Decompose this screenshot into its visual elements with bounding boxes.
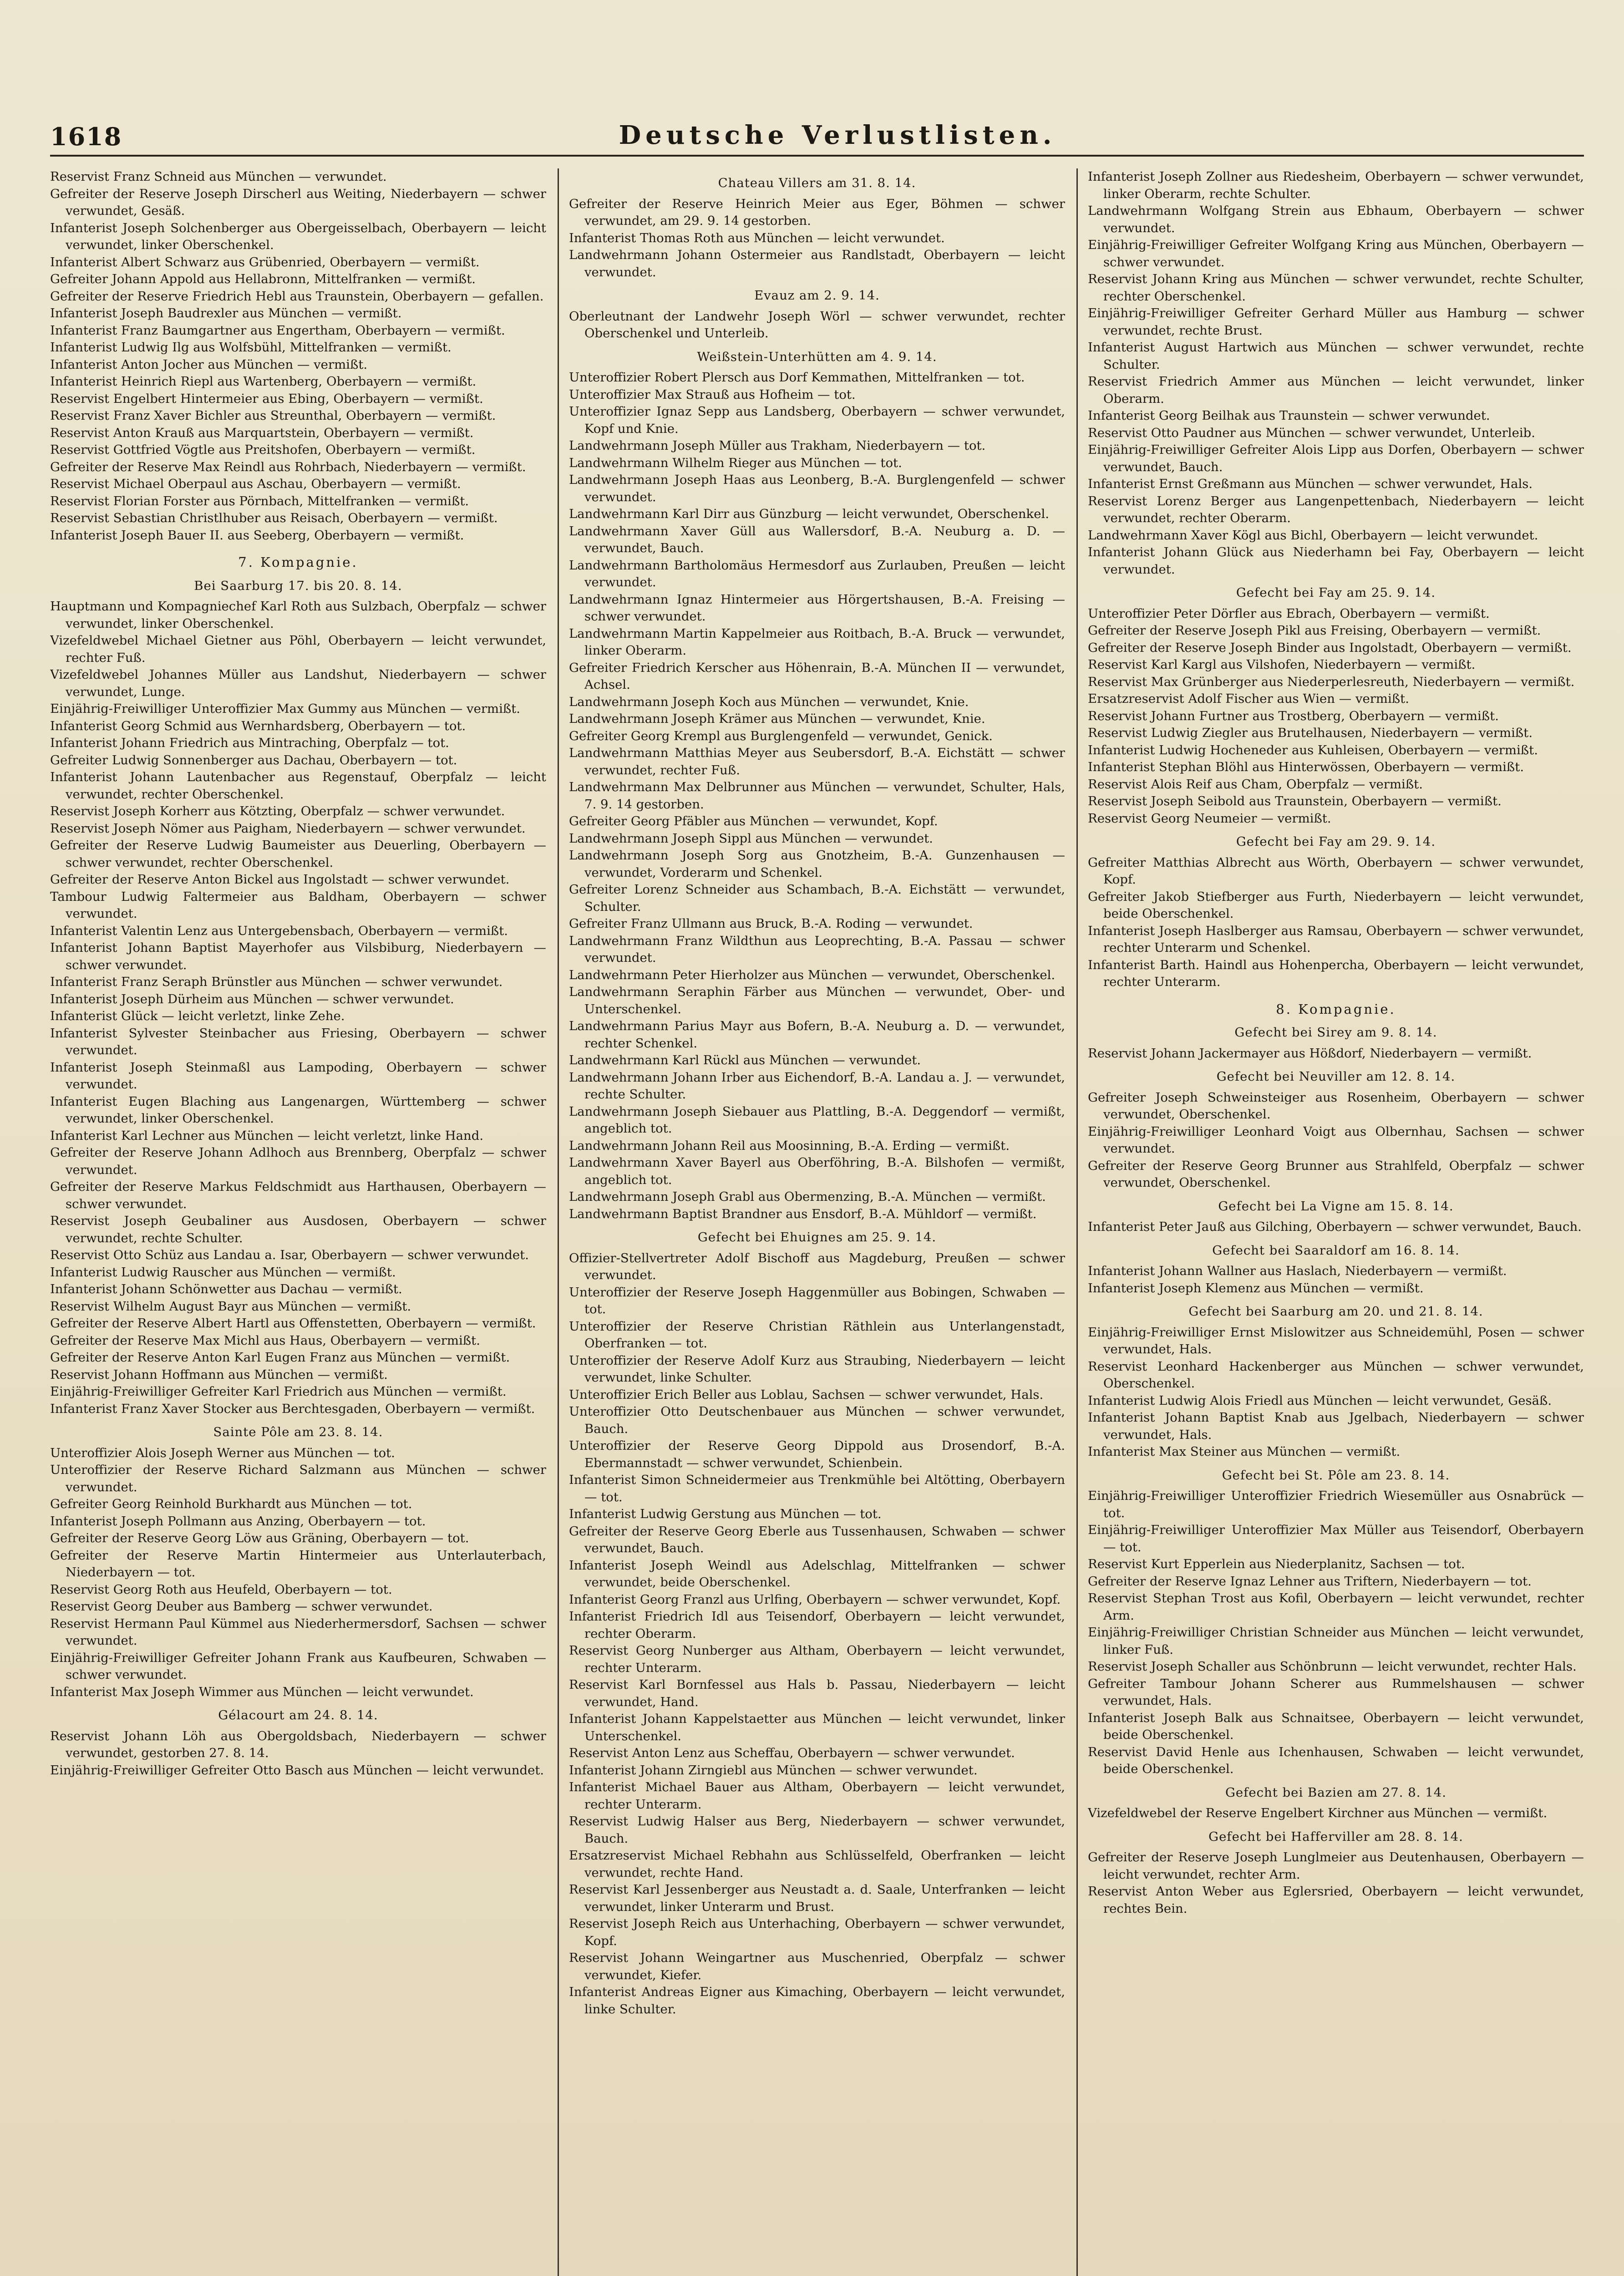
casualty-entry: Reservist Gottfried Vögtle aus Preitshofen, Oberbayern — vermißt. — [50, 442, 476, 457]
section-heading: Gefecht bei Ehuignes am 25. 9. 14. — [697, 1230, 937, 1245]
casualty-entry: Infanterist Joseph Bauer II. aus Seeberg, Oberbayern — vermißt. — [50, 528, 464, 543]
section-heading: Sainte Pôle am 23. 8. 14. — [213, 1425, 383, 1439]
casualty-entry: Gefreiter Georg Reinhold Burkhardt aus München — tot. — [50, 1497, 412, 1511]
column-divider — [558, 168, 559, 2276]
casualty-entry: Infanterist Andreas Eigner aus Kimaching, Oberbayern — leicht verwundet, linke Schulter. — [569, 1985, 1065, 2017]
section-heading: Gefecht bei Saarburg am 20. und 21. 8. 14. — [1188, 1304, 1483, 1319]
casualty-entry: Gefreiter der Reserve Joseph Binder aus Ingolstadt, Oberbayern — vermißt. — [1088, 640, 1572, 655]
casualty-entry: Infanterist Georg Beilhak aus Traunstein — schwer verwundet. — [1088, 408, 1490, 423]
casualty-entry: Reservist Joseph Schaller aus Schönbrunn — leicht verwundet, rechter Hals. — [1088, 1659, 1577, 1674]
casualty-entry: Gefreiter Ludwig Sonnenberger aus Dachau, Oberbayern — tot. — [50, 752, 457, 767]
casualty-entry: Infanterist Georg Franzl aus Urlfing, Oberbayern — schwer verwundet, Kopf. — [569, 1592, 1061, 1607]
casualty-entry: Landwehrmann Joseph Müller aus Trakham, Niederbayern — tot. — [569, 438, 986, 453]
casualty-entry: Landwehrmann Johann Ostermeier aus Randlstadt, Oberbayern — leicht verwundet. — [569, 248, 1065, 279]
casualty-entry: Reservist Georg Deuber aus Bamberg — schwer verwundet. — [50, 1599, 433, 1614]
casualty-entry: Gefreiter der Reserve Ignaz Lehner aus Triftern, Niederbayern — tot. — [1088, 1574, 1532, 1589]
casualty-entry: Infanterist Thomas Roth aus München — leicht verwundet. — [569, 230, 945, 245]
casualty-entry: Infanterist Franz Seraph Brünstler aus München — schwer verwundet. — [50, 975, 503, 989]
casualty-entry: Einjährig-Freiwilliger Gefreiter Johann Frank aus Kaufbeuren, Schwaben — schwer verwundet. — [50, 1650, 546, 1682]
casualty-entry: Einjährig-Freiwilliger Gefreiter Alois Lipp aus Dorfen, Oberbayern — schwer verwundet, Bauch. — [1088, 442, 1584, 474]
section-heading: Chateau Villers am 31. 8. 14. — [718, 176, 916, 190]
casualty-entry: Infanterist Joseph Solchenberger aus Obergeisselbach, Oberbayern — leicht verwundet, linker Oberschenkel. — [50, 220, 546, 252]
casualty-entry: Infanterist Franz Xaver Stocker aus Berchtesgaden, Oberbayern — vermißt. — [50, 1401, 535, 1416]
casualty-entry: Gefreiter Lorenz Schneider aus Schambach, B.-A. Eichstätt — verwundet, Schulter. — [569, 882, 1065, 914]
casualty-entry: Reservist Anton Weber aus Eglersried, Oberbayern — leicht verwundet, rechtes Bein. — [1088, 1884, 1584, 1916]
casualty-entry: Einjährig-Freiwilliger Unteroffizier Max Gummy aus München — vermißt. — [50, 701, 521, 716]
section-heading: Gefecht bei Hafferviller am 28. 8. 14. — [1208, 1829, 1463, 1844]
casualty-entry: Reservist Johann Furtner aus Trostberg, Oberbayern — vermißt. — [1088, 708, 1499, 723]
casualty-entry: Einjährig-Freiwilliger Gefreiter Karl Friedrich aus München — vermißt. — [50, 1384, 507, 1399]
casualty-entry: Infanterist Georg Schmid aus Wernhardsberg, Oberbayern — tot. — [50, 718, 466, 733]
casualty-entry: Infanterist Barth. Haindl aus Hohenpercha, Oberbayern — leicht verwundet, rechter Unterarm. — [1088, 957, 1584, 989]
casualty-entry: Unteroffizier Alois Joseph Werner aus München — tot. — [50, 1445, 395, 1460]
casualty-entry: Landwehrmann Johann Reil aus Moosinning, B.-A. Erding — vermißt. — [569, 1138, 1010, 1153]
casualty-entry: Reservist Georg Nunberger aus Altham, Oberbayern — leicht verwundet, rechter Unterarm. — [569, 1643, 1065, 1675]
casualty-entry: Gefreiter der Reserve Martin Hintermeier aus Unterlauterbach, Niederbayern — tot. — [50, 1548, 546, 1580]
casualty-entry: Tambour Ludwig Faltermeier aus Baldham, Oberbayern — schwer verwundet. — [50, 889, 546, 921]
casualty-entry: Infanterist Sylvester Steinbacher aus Friesing, Oberbayern — schwer verwundet. — [50, 1026, 546, 1057]
casualty-entry: Reservist Franz Schneid aus München — verwundet. — [50, 169, 387, 184]
casualty-entry: Reservist Hermann Paul Kümmel aus Niederhermersdorf, Sachsen — schwer verwundet. — [50, 1616, 546, 1648]
casualty-entry: Offizier-Stellvertreter Adolf Bischoff aus Magdeburg, Preußen — schwer verwundet. — [569, 1250, 1065, 1282]
casualty-entry: Landwehrmann Joseph Koch aus München — verwundet, Knie. — [569, 694, 969, 709]
casualty-entry: Landwehrmann Joseph Grabl aus Obermenzing, B.-A. München — vermißt. — [569, 1189, 1046, 1204]
casualty-entry: Gefreiter Tambour Johann Scherer aus Rummelshausen — schwer verwundet, Hals. — [1088, 1676, 1584, 1708]
casualty-entry: Reservist Otto Paudner aus München — schwer verwundet, Unterleib. — [1088, 425, 1535, 440]
casualty-entry: Unteroffizier der Reserve Adolf Kurz aus Straubing, Niederbayern — leicht verwundet, linke Schulter. — [569, 1353, 1065, 1385]
column-divider — [1076, 168, 1078, 2276]
casualty-entry: Gefreiter der Reserve Johann Adlhoch aus Brennberg, Oberpfalz — schwer verwundet. — [50, 1145, 546, 1177]
casualty-entry: Landwehrmann Joseph Sorg aus Gnotzheim, B.-A. Gunzenhausen — verwundet, Vorderarm und Schenkel. — [569, 848, 1065, 880]
casualty-entry: Reservist Franz Xaver Bichler aus Streunthal, Oberbayern — vermißt. — [50, 408, 496, 423]
casualty-entry: Infanterist Ludwig Ilg aus Wolfsbühl, Mittelfranken — vermißt. — [50, 340, 452, 355]
casualty-entry: Unteroffizier Erich Beller aus Loblau, Sachsen — schwer verwundet, Hals. — [569, 1387, 1044, 1402]
casualty-entry: Einjährig-Freiwilliger Gefreiter Gerhard Müller aus Hamburg — schwer verwundet, rechte Brust. — [1088, 306, 1584, 338]
casualty-entry: Vizefeldwebel Johannes Müller aus Landshut, Niederbayern — schwer verwundet, Lunge. — [50, 667, 546, 699]
casualty-entry: Infanterist Johann Wallner aus Haslach, Niederbayern — vermißt. — [1088, 1264, 1507, 1278]
casualty-entry: Infanterist Simon Schneidermeier aus Trenkmühle bei Altötting, Oberbayern — tot. — [569, 1473, 1065, 1504]
company-heading: 7. Kompagnie. — [238, 554, 358, 570]
column-left — [50, 168, 546, 2276]
casualty-entry: Landwehrmann Joseph Krämer aus München — verwundet, Knie. — [569, 711, 985, 726]
casualty-entry: Infanterist Ernst Greßmann aus München — schwer verwundet, Hals. — [1088, 477, 1533, 491]
casualty-entry: Landwehrmann Bartholomäus Hermesdorf aus Zurlauben, Preußen — leicht verwundet. — [569, 558, 1065, 589]
casualty-entry: Infanterist Friedrich Idl aus Teisendorf, Oberbayern — leicht verwundet, rechter Oberarm. — [569, 1609, 1065, 1641]
section-heading: Gefecht bei Fay am 29. 9. 14. — [1236, 834, 1436, 849]
casualty-entry: Reservist Ludwig Ziegler aus Brutelhausen, Niederbayern — vermißt. — [1088, 726, 1533, 740]
casualty-entry: Infanterist Max Steiner aus München — vermißt. — [1088, 1444, 1401, 1459]
casualty-entry: Gefreiter der Reserve Albert Hartl aus Offenstetten, Oberbayern — vermißt. — [50, 1316, 536, 1331]
casualty-entry: Gefreiter der Reserve Joseph Dirscherl aus Weiting, Niederbayern — schwer verwundet, Gesäß. — [50, 186, 546, 218]
casualty-entry: Infanterist Anton Jocher aus München — vermißt. — [50, 357, 368, 372]
casualty-entry: Ersatzreservist Michael Rebhahn aus Schlüsselfeld, Oberfranken — leicht verwundet, rechte Hand. — [569, 1848, 1065, 1880]
casualty-entry: Infanterist Franz Baumgartner aus Engertham, Oberbayern — vermißt. — [50, 323, 505, 338]
casualty-entry: Einjährig-Freiwilliger Ernst Mislowitzer aus Schneidemühl, Posen — schwer verwundet, Hals. — [1088, 1325, 1584, 1356]
section-heading: Gefecht bei St. Pôle am 23. 8. 14. — [1222, 1468, 1450, 1483]
casualty-entry: Infanterist Michael Bauer aus Altham, Oberbayern — leicht verwundet, rechter Unterarm. — [569, 1780, 1065, 1812]
casualty-entry: Gefreiter Johann Appold aus Hellabronn, Mittelfranken — vermißt. — [50, 272, 476, 286]
casualty-entry: Infanterist Ludwig Hocheneder aus Kuhleisen, Oberbayern — vermißt. — [1088, 742, 1538, 757]
casualty-entry: Infanterist August Hartwich aus München — schwer verwundet, rechte Schulter. — [1088, 340, 1584, 372]
casualty-entry: Gefreiter Franz Ullmann aus Bruck, B.-A. Roding — verwundet. — [569, 916, 973, 931]
casualty-entry: Infanterist Ludwig Rauscher aus München — vermißt. — [50, 1265, 396, 1280]
casualty-entry: Oberleutnant der Landwehr Joseph Wörl — schwer verwundet, rechter Oberschenkel und Unterleib. — [569, 309, 1065, 340]
casualty-entry: Landwehrmann Karl Dirr aus Günzburg — leicht verwundet, Oberschenkel. — [569, 507, 1050, 521]
casualty-entry: Hauptmann und Kompagniechef Karl Roth aus Sulzbach, Oberpfalz — schwer verwundet, linker Oberschenkel. — [50, 599, 546, 631]
casualty-entry: Reservist Friedrich Ammer aus München — leicht verwundet, linker Oberarm. — [1088, 374, 1584, 406]
casualty-entry: Gefreiter Jakob Stiefberger aus Furth, Niederbayern — leicht verwundet, beide Oberschenkel. — [1088, 889, 1584, 921]
casualty-entry: Reservist Otto Schüz aus Landau a. Isar, Oberbayern — schwer verwundet. — [50, 1248, 529, 1262]
running-title: Deutsche Verlustlisten. — [619, 120, 1056, 150]
casualty-entry: Reservist Michael Oberpaul aus Aschau, Oberbayern — vermißt. — [50, 477, 461, 491]
casualty-entry: Reservist Anton Krauß aus Marquartstein, Oberbayern — vermißt. — [50, 425, 474, 440]
casualty-entry: Gefreiter der Reserve Max Michl aus Haus, Oberbayern — vermißt. — [50, 1333, 480, 1348]
casualty-entry: Landwehrmann Johann Irber aus Eichendorf, B.-A. Landau a. J. — verwundet, rechte Schulter. — [569, 1070, 1065, 1102]
casualty-entry: Reservist David Henle aus Ichenhausen, Schwaben — leicht verwundet, beide Oberschenkel. — [1088, 1744, 1584, 1776]
casualty-entry: Landwehrmann Xaver Güll aus Wallersdorf, B.-A. Neuburg a. D. — verwundet, Bauch. — [569, 523, 1065, 555]
casualty-entry: Infanterist Joseph Weindl aus Adelschlag, Mittelfranken — schwer verwundet, beide Oberschenkel. — [569, 1558, 1065, 1590]
casualty-entry: Landwehrmann Martin Kappelmeier aus Roitbach, B.-A. Bruck — verwundet, linker Oberarm. — [569, 626, 1065, 658]
casualty-entry: Infanterist Johann Schönwetter aus Dachau — vermißt. — [50, 1282, 402, 1296]
casualty-entry: Unteroffizier der Reserve Joseph Haggenmüller aus Bobingen, Schwaben — tot. — [569, 1285, 1065, 1316]
section-heading: Gefecht bei La Vigne am 15. 8. 14. — [1218, 1199, 1454, 1214]
casualty-entry: Reservist Engelbert Hintermeier aus Ebing, Oberbayern — vermißt. — [50, 391, 483, 406]
section-heading: Gefecht bei Fay am 25. 9. 14. — [1236, 585, 1436, 600]
casualty-entry: Gefreiter der Reserve Anton Karl Eugen Franz aus München — vermißt. — [50, 1350, 510, 1365]
section-heading: Bei Saarburg 17. bis 20. 8. 14. — [194, 578, 402, 593]
casualty-entry: Gefreiter der Reserve Max Reindl aus Rohrbach, Niederbayern — vermißt. — [50, 459, 526, 474]
casualty-entry: Gefreiter der Reserve Ludwig Baumeister aus Deuerling, Oberbayern — schwer verwundet, rechter Oberschenkel. — [50, 838, 546, 870]
section-heading: Gefecht bei Neuviller am 12. 8. 14. — [1216, 1069, 1456, 1084]
casualty-entry: Infanterist Glück — leicht verletzt, linke Zehe. — [50, 1009, 345, 1023]
casualty-entry: Infanterist Valentin Lenz aus Untergebensbach, Oberbayern — vermißt. — [50, 923, 508, 938]
casualty-entry: Gefreiter Matthias Albrecht aus Wörth, Oberbayern — schwer verwundet, Kopf. — [1088, 855, 1584, 887]
casualty-entry: Reservist Leonhard Hackenberger aus München — schwer verwundet, Oberschenkel. — [1088, 1359, 1584, 1391]
page-header — [50, 114, 1584, 157]
casualty-entry: Reservist Joseph Geubaliner aus Ausdosen, Oberbayern — schwer verwundet, rechte Schulter. — [50, 1214, 546, 1245]
casualty-entry: Einjährig-Freiwilliger Leonhard Voigt aus Olbernhau, Sachsen — schwer verwundet. — [1088, 1124, 1584, 1156]
casualty-entry: Einjährig-Freiwilliger Gefreiter Otto Basch aus München — leicht verwundet. — [50, 1763, 544, 1778]
casualty-entry: Infanterist Joseph Balk aus Schnaitsee, Oberbayern — leicht verwundet, beide Oberschenkel. — [1088, 1710, 1584, 1742]
casualty-entry: Reservist Lorenz Berger aus Langenpettenbach, Niederbayern — leicht verwundet, rechter Oberarm. — [1088, 493, 1584, 525]
casualty-entry: Gefreiter der Reserve Anton Bickel aus Ingolstadt — schwer verwundet. — [50, 872, 510, 887]
casualty-entry: Landwehrmann Joseph Sippl aus München — verwundet. — [569, 831, 933, 846]
casualty-entry: Infanterist Joseph Zollner aus Riedesheim, Oberbayern — schwer verwundet, linker Oberarm, rechte Schulter. — [1088, 169, 1584, 201]
section-heading: Gefecht bei Bazien am 27. 8. 14. — [1225, 1785, 1447, 1800]
casualty-entry: Landwehrmann Joseph Haas aus Leonberg, B.-A. Burglengenfeld — schwer verwundet. — [569, 472, 1065, 504]
casualty-entry: Infanterist Peter Jauß aus Gilching, Oberbayern — schwer verwundet, Bauch. — [1088, 1219, 1582, 1234]
casualty-entry: Reservist Wilhelm August Bayr aus München — vermißt. — [50, 1299, 411, 1314]
casualty-entry: Unteroffizier Robert Plersch aus Dorf Kemmathen, Mittelfranken — tot. — [569, 370, 1025, 385]
casualty-entry: Reservist Sebastian Christlhuber aus Reisach, Oberbayern — vermißt. — [50, 511, 498, 525]
casualty-entry: Unteroffizier Ignaz Sepp aus Landsberg, Oberbayern — schwer verwundet, Kopf und Knie. — [569, 404, 1065, 436]
casualty-entry: Unteroffizier der Reserve Christian Räthlein aus Unterlangenstadt, Oberfranken — tot. — [569, 1319, 1065, 1351]
section-heading: Gefecht bei Saaraldorf am 16. 8. 14. — [1212, 1243, 1460, 1258]
casualty-entry: Unteroffizier der Reserve Richard Salzmann aus München — schwer verwundet. — [50, 1463, 546, 1494]
casualty-entry: Einjährig-Freiwilliger Unteroffizier Max Müller aus Teisendorf, Oberbayern — tot. — [1088, 1523, 1584, 1555]
casualty-entry: Landwehrmann Joseph Siebauer aus Plattling, B.-A. Deggendorf — vermißt, angeblich tot. — [569, 1104, 1065, 1136]
casualty-entry: Reservist Johann Jackermayer aus Hößdorf, Niederbayern — vermißt. — [1088, 1046, 1532, 1061]
casualty-entry: Reservist Max Grünberger aus Niederperlesreuth, Niederbayern — vermißt. — [1088, 674, 1575, 689]
section-heading: Gélacourt am 24. 8. 14. — [218, 1708, 378, 1722]
casualty-entry: Reservist Georg Neumeier — vermißt. — [1088, 811, 1331, 826]
casualty-entry: Infanterist Joseph Haslberger aus Ramsau, Oberbayern — schwer verwundet, rechter Unterarm und Schenkel. — [1088, 923, 1584, 955]
casualty-entry: Gefreiter Georg Pfäbler aus München — verwundet, Kopf. — [569, 814, 938, 828]
casualty-entry: Reservist Joseph Korherr aus Kötzting, Oberpfalz — schwer verwundet. — [50, 804, 505, 818]
casualty-entry: Landwehrmann Parius Mayr aus Bofern, B.-A. Neuburg a. D. — verwundet, rechter Schenkel. — [569, 1019, 1065, 1051]
casualty-entry: Einjährig-Freiwilliger Gefreiter Wolfgang Kring aus München, Oberbayern — schwer verwundet. — [1088, 238, 1584, 269]
casualty-entry: Reservist Johann Kring aus München — schwer verwundet, rechte Schulter, rechter Oberschenkel. — [1088, 272, 1584, 304]
text-columns — [50, 168, 1584, 2276]
casualty-entry: Unteroffizier Otto Deutschenbauer aus München — schwer verwundet, Bauch. — [569, 1404, 1065, 1436]
column-middle — [569, 168, 1065, 2276]
casualty-entry: Reservist Florian Forster aus Pörnbach, Mittelfranken — vermißt. — [50, 493, 469, 508]
casualty-entry: Infanterist Johann Lautenbacher aus Regenstauf, Oberpfalz — leicht verwundet, rechter Oberschenkel. — [50, 770, 546, 802]
casualty-entry: Reservist Joseph Seibold aus Traunstein, Oberbayern — vermißt. — [1088, 794, 1502, 808]
casualty-entry: Reservist Karl Jessenberger aus Neustadt a. d. Saale, Unterfranken — leicht verwundet, linker Unterarm und Brust. — [569, 1882, 1065, 1914]
casualty-entry: Infanterist Max Joseph Wimmer aus München — leicht verwundet. — [50, 1684, 474, 1699]
section-heading: Weißstein-Unterhütten am 4. 9. 14. — [697, 349, 937, 364]
casualty-entry: Infanterist Karl Lechner aus München — leicht verletzt, linke Hand. — [50, 1128, 484, 1143]
casualty-entry: Infanterist Johann Glück aus Niederhamn bei Fay, Oberbayern — leicht verwundet. — [1088, 545, 1584, 577]
casualty-entry: Landwehrmann Matthias Meyer aus Seubersdorf, B.-A. Eichstätt — schwer verwundet, rechter Fuß. — [569, 746, 1065, 777]
casualty-entry: Infanterist Johann Friedrich aus Mintraching, Oberpfalz — tot. — [50, 736, 449, 750]
casualty-entry: Landwehrmann Xaver Bayerl aus Oberföhring, B.-A. Bilshofen — vermißt, angeblich tot. — [569, 1155, 1065, 1187]
casualty-entry: Infanterist Joseph Dürheim aus München — schwer verwundet. — [50, 991, 454, 1006]
casualty-entry: Landwehrmann Baptist Brandner aus Ensdorf, B.-A. Mühldorf — vermißt. — [569, 1206, 1037, 1221]
casualty-entry: Reservist Georg Roth aus Heufeld, Oberbayern — tot. — [50, 1582, 392, 1597]
casualty-entry: Reservist Anton Lenz aus Scheffau, Oberbayern — schwer verwundet. — [569, 1746, 1015, 1760]
casualty-entry: Landwehrmann Seraphin Färber aus München — verwundet, Ober- und Unterschenkel. — [569, 985, 1065, 1016]
casualty-entry: Gefreiter der Reserve Joseph Lunglmeier aus Deutenhausen, Oberbayern — leicht verwundet, rechter Arm. — [1088, 1850, 1584, 1882]
casualty-entry: Infanterist Joseph Baudrexler aus München — vermißt. — [50, 306, 402, 320]
casualty-entry: Landwehrmann Wilhelm Rieger aus München — tot. — [569, 455, 902, 470]
casualty-entry: Infanterist Eugen Blaching aus Langenargen, Württemberg — schwer verwundet, linker Oberschenkel. — [50, 1094, 546, 1126]
column-right — [1088, 168, 1584, 2276]
casualty-entry: Reservist Johann Weingartner aus Muschenried, Oberpfalz — schwer verwundet, Kiefer. — [569, 1951, 1065, 1982]
casualty-entry: Reservist Johann Löh aus Obergoldsbach, Niederbayern — schwer verwundet, gestorben 27. 8. 14. — [50, 1728, 546, 1760]
casualty-entry: Gefreiter Friedrich Kerscher aus Höhenrain, B.-A. München II — verwundet, Achsel. — [569, 660, 1065, 692]
casualty-entry: Gefreiter der Reserve Joseph Pikl aus Freising, Oberbayern — vermißt. — [1088, 623, 1541, 638]
casualty-entry: Gefreiter der Reserve Georg Löw aus Gräning, Oberbayern — tot. — [50, 1531, 469, 1545]
casualty-entry: Infanterist Johann Baptist Mayerhofer aus Vilsbiburg, Niederbayern — schwer verwundet. — [50, 940, 546, 972]
casualty-entry: Infanterist Stephan Blöhl aus Hinterwössen, Oberbayern — vermißt. — [1088, 760, 1524, 774]
casualty-entry: Gefreiter Joseph Schweinsteiger aus Rosenheim, Oberbayern — schwer verwundet, Oberschenkel. — [1088, 1090, 1584, 1122]
casualty-entry: Reservist Kurt Epperlein aus Niederplanitz, Sachsen — tot. — [1088, 1557, 1465, 1571]
casualty-entry: Gefreiter der Reserve Georg Eberle aus Tussenhausen, Schwaben — schwer verwundet, Bauch. — [569, 1524, 1065, 1555]
casualty-entry: Reservist Karl Bornfessel aus Hals b. Passau, Niederbayern — leicht verwundet, Hand. — [569, 1677, 1065, 1709]
casualty-entry: Reservist Johann Hoffmann aus München — vermißt. — [50, 1367, 388, 1382]
page-number: 1618 — [50, 122, 122, 151]
casualty-entry: Landwehrmann Peter Hierholzer aus München — verwundet, Oberschenkel. — [569, 967, 1056, 982]
casualty-entry: Infanterist Joseph Klemenz aus München — vermißt. — [1088, 1280, 1424, 1295]
casualty-entry: Landwehrmann Wolfgang Strein aus Ebhaum, Oberbayern — schwer verwundet. — [1088, 203, 1584, 235]
casualty-entry: Infanterist Joseph Steinmaßl aus Lampoding, Oberbayern — schwer verwundet. — [50, 1060, 546, 1092]
casualty-entry: Vizefeldwebel Michael Gietner aus Pöhl, Oberbayern — leicht verwundet, rechter Fuß. — [50, 633, 546, 665]
casualty-entry: Gefreiter der Reserve Georg Brunner aus Strahlfeld, Oberpfalz — schwer verwundet, Oberschenkel. — [1088, 1158, 1584, 1190]
casualty-entry: Landwehrmann Ignaz Hintermeier aus Hörgertshausen, B.-A. Freising — schwer verwundet. — [569, 592, 1065, 624]
casualty-entry: Ersatzreservist Adolf Fischer aus Wien — vermißt. — [1088, 691, 1409, 706]
casualty-entry: Gefreiter der Reserve Heinrich Meier aus Eger, Böhmen — schwer verwundet, am 29. 9. 14 gestorben. — [569, 196, 1065, 228]
casualty-entry: Reservist Joseph Reich aus Unterhaching, Oberbayern — schwer verwundet, Kopf. — [569, 1916, 1065, 1948]
casualty-entry: Infanterist Johann Kappelstaetter aus München — leicht verwundet, linker Unterschenkel. — [569, 1712, 1065, 1743]
casualty-entry: Reservist Alois Reif aus Cham, Oberpfalz — vermißt. — [1088, 777, 1423, 792]
casualty-entry: Einjährig-Freiwilliger Unteroffizier Friedrich Wiesemüller aus Osnabrück — tot. — [1088, 1489, 1584, 1520]
section-heading: Gefecht bei Sirey am 9. 8. 14. — [1234, 1025, 1437, 1040]
section-heading: Evauz am 2. 9. 14. — [754, 288, 880, 303]
casualty-entry: Unteroffizier Peter Dörfler aus Ebrach, Oberbayern — vermißt. — [1088, 606, 1490, 621]
casualty-entry: Reservist Karl Kargl aus Vilshofen, Niederbayern — vermißt. — [1088, 657, 1476, 672]
casualty-entry: Landwehrmann Xaver Kögl aus Bichl, Oberbayern — leicht verwundet. — [1088, 528, 1538, 543]
casualty-entry: Landwehrmann Franz Wildthun aus Leoprechting, B.-A. Passau — schwer verwundet. — [569, 933, 1065, 965]
casualty-entry: Landwehrmann Max Delbrunner aus München — verwundet, Schulter, Hals, 7. 9. 14 gestorben. — [569, 780, 1065, 812]
company-heading: 8. Kompagnie. — [1276, 1001, 1396, 1017]
casualty-entry: Infanterist Ludwig Alois Friedl aus München — leicht verwundet, Gesäß. — [1088, 1393, 1552, 1408]
casualty-entry: Infanterist Johann Zirngiebl aus München — schwer verwundet. — [569, 1763, 978, 1778]
casualty-entry: Reservist Stephan Trost aus Kofil, Oberbayern — leicht verwundet, rechter Arm. — [1088, 1591, 1584, 1623]
casualty-entry: Gefreiter der Reserve Friedrich Hebl aus Traunstein, Oberbayern — gefallen. — [50, 289, 544, 304]
casualty-entry: Infanterist Heinrich Riepl aus Wartenberg, Oberbayern — vermißt. — [50, 374, 477, 389]
casualty-entry: Infanterist Joseph Pollmann aus Anzing, Oberbayern — tot. — [50, 1514, 426, 1529]
casualty-entry: Reservist Joseph Nömer aus Paigham, Niederbayern — schwer verwundet. — [50, 821, 526, 836]
casualty-entry: Infanterist Johann Baptist Knab aus Jgelbach, Niederbayern — schwer verwundet, Hals. — [1088, 1410, 1584, 1442]
casualty-entry: Unteroffizier der Reserve Georg Dippold aus Drosendorf, B.-A. Ebermannstadt — schwer verwundet, Schienbein. — [569, 1438, 1065, 1470]
casualty-entry: Einjährig-Freiwilliger Christian Schneider aus München — leicht verwundet, linker Fuß. — [1088, 1625, 1584, 1657]
casualty-entry: Unteroffizier Max Strauß aus Hofheim — tot. — [569, 387, 856, 402]
casualty-entry: Infanterist Ludwig Gerstung aus München — tot. — [569, 1507, 882, 1521]
casualty-entry: Landwehrmann Karl Rückl aus München — verwundet. — [569, 1053, 921, 1067]
casualty-entry: Gefreiter Georg Krempl aus Burglengenfeld — verwundet, Genick. — [569, 728, 993, 743]
casualty-entry: Infanterist Albert Schwarz aus Grübenried, Oberbayern — vermißt. — [50, 254, 480, 269]
casualty-entry: Vizefeldwebel der Reserve Engelbert Kirchner aus München — vermißt. — [1088, 1806, 1548, 1820]
casualty-entry: Reservist Ludwig Halser aus Berg, Niederbayern — schwer verwundet, Bauch. — [569, 1814, 1065, 1846]
casualty-entry: Gefreiter der Reserve Markus Feldschmidt aus Harthausen, Oberbayern — schwer verwundet. — [50, 1179, 546, 1211]
